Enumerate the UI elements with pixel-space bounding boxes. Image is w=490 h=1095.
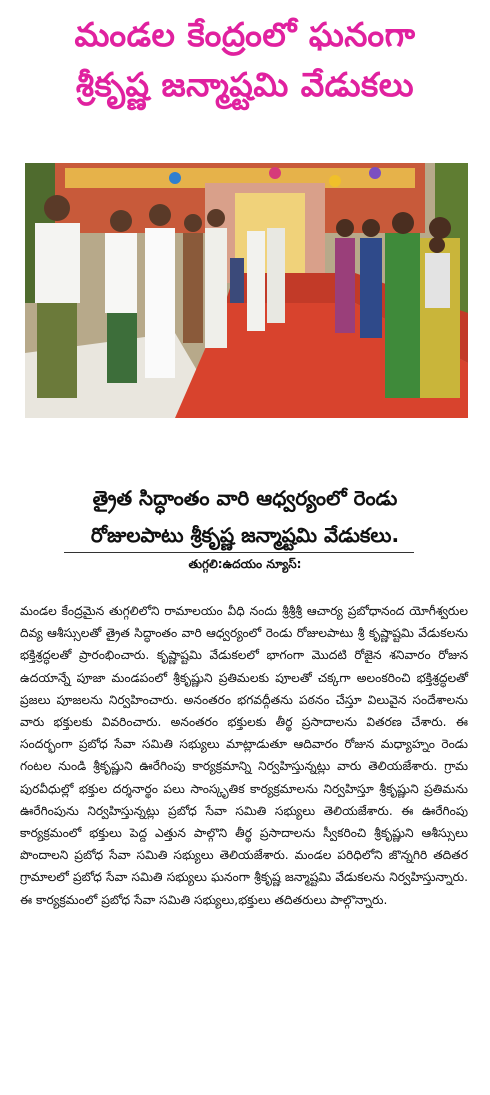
headline	[0, 10, 490, 110]
dateline: తుగ్గలి:ఉదయం న్యూస్:	[188, 557, 302, 571]
article-body: మండల కేంద్రమైన తుగ్గలిలోని రామాలయం వీధి నందు శ్రీశ్రీశ్రీ ఆచార్య ప్రబోధానంద యోగీశ్వరుల దివ్య ఆశీస్సులతో త్రైత సిద్ధాంతం వారి ఆధ్వర్యంలో రెండు రోజులపాటు శ్రీ కృష్ణాష్టమి వేడుకలను భక్తిశ్రద్ధలతో ప్రారంభించారు. కృష్ణాష్టమి వేడుకలలో భాగంగా మొదటి రోజైన శనివారం రోజున ఉదయాన్నే పూజా మండపంలో శ్రీకృష్ణుని ప్రతిమలకు పూలతో చక్కగా అలంకరించి భక్తిశ్రద్ధలతో ప్రజలు పూజలను నిర్వహించారు. అనంతరం భగవద్గీతను పఠనం చేస్తూ విలువైన సందేశాలను వారు భక్తులకు వివరించారు. అనంతరం భక్తులకు తీర్థ ప్రసాదాలను వితరణ చేశారు. ఈ సందర్భంగా ప్రబోధ సేవా సమితి సభ్యులు మాట్లాడుతూ ఆదివారం రోజున మధ్యాహ్నం రెండు గంటల నుండి శ్రీకృష్ణుని ఊరేగింపు కార్యక్రమాన్ని నిర్వహిస్తున్నట్లు వారు తెలియజేశారు. గ్రామ పురవీధుల్లో భక్తుల దర్శనార్థం పలు సాంస్కృతిక కార్యక్రమాలను నిర్వహిస్తూ శ్రీకృష్ణుని ప్రతిమను ఊరేగింపును నిర్వహిస్తున్నట్లు ప్రబోధ సేవా సమితి సభ్యులు తెలియజేశారు. ఈ ఊరేగింపు కార్యక్రమంలో భక్తులు పెద్ద ఎత్తున పాల్గొని తీర్థ ప్రసాదాలను స్వీకరించి శ్రీకృష్ణుని ఆశీస్సులు పొందాలని ప్రబోధ సేవా సమితి సభ్యులు తెలియజేశారు. మండల పరిధిలోని జొన్నగిరి తదితర గ్రామాలలో ప్రబోధ సేవా సమితి సభ్యులు ఘనంగా శ్రీకృష్ణ జన్మాష్టమి వేడుకలను నిర్వహిస్తున్నారు. ఈ కార్యక్రమంలో ప్రబోధ సేవా సమితి సభ్యులు,భక్తులు తదితరులు పాల్గొన్నారు.	[20, 604, 468, 907]
subheading-underline	[64, 552, 414, 553]
event-photo	[25, 163, 468, 418]
headline-line-2: శ్రీకృష్ణ జన్మాష్టమి వేడుకలు	[75, 65, 415, 104]
subheading-line-1: త్రైత సిద్ధాంతం వారి ఆధ్వర్యంలో రెండు	[92, 486, 398, 510]
headline-line-1: మండల కేంద్రంలో ఘనంగా	[74, 15, 416, 54]
subheading-line-2: రోజులపాటు శ్రీకృష్ణ జన్మాష్టమి వేడుకలు.	[90, 523, 400, 547]
event-photo-illustration	[25, 163, 468, 418]
